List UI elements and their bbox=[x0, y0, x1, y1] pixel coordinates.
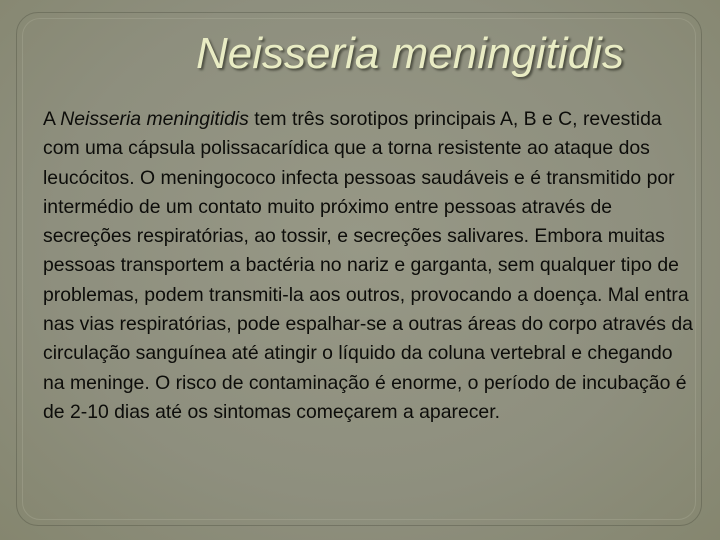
slide-body-paragraph bbox=[43, 105, 693, 427]
paragraph-rest: tem três sorotipos principais A, B e C, revestida com uma cápsula polissacarídica que a torna resistente ao ataque dos leucócitos. O meningococo infecta pessoas saudáveis e é transmitido por intermédio de um contato muito próximo entre pessoas através de secreções respiratórias, ao tossir, e secreções salivares. Embora muitas pessoas transportem a bactéria no nariz e garganta, sem qualquer tipo de problemas, podem transmiti-la aos outros, provocando a doença. Mal entra nas vias respiratórias, pode espalhar-se a outras áreas do corpo através da circulação sanguínea até atingir o líquido da coluna vertebral e chegando na meninge. O risco de contaminação é enorme, o período de incubação é de 2-10 dias até os sintomas começarem a aparecer. bbox=[43, 108, 693, 423]
paragraph-prefix: A bbox=[43, 108, 61, 130]
species-name-italic: Neisseria meningitidis bbox=[60, 108, 249, 130]
slide-title: Neisseria meningitidis bbox=[196, 29, 624, 78]
